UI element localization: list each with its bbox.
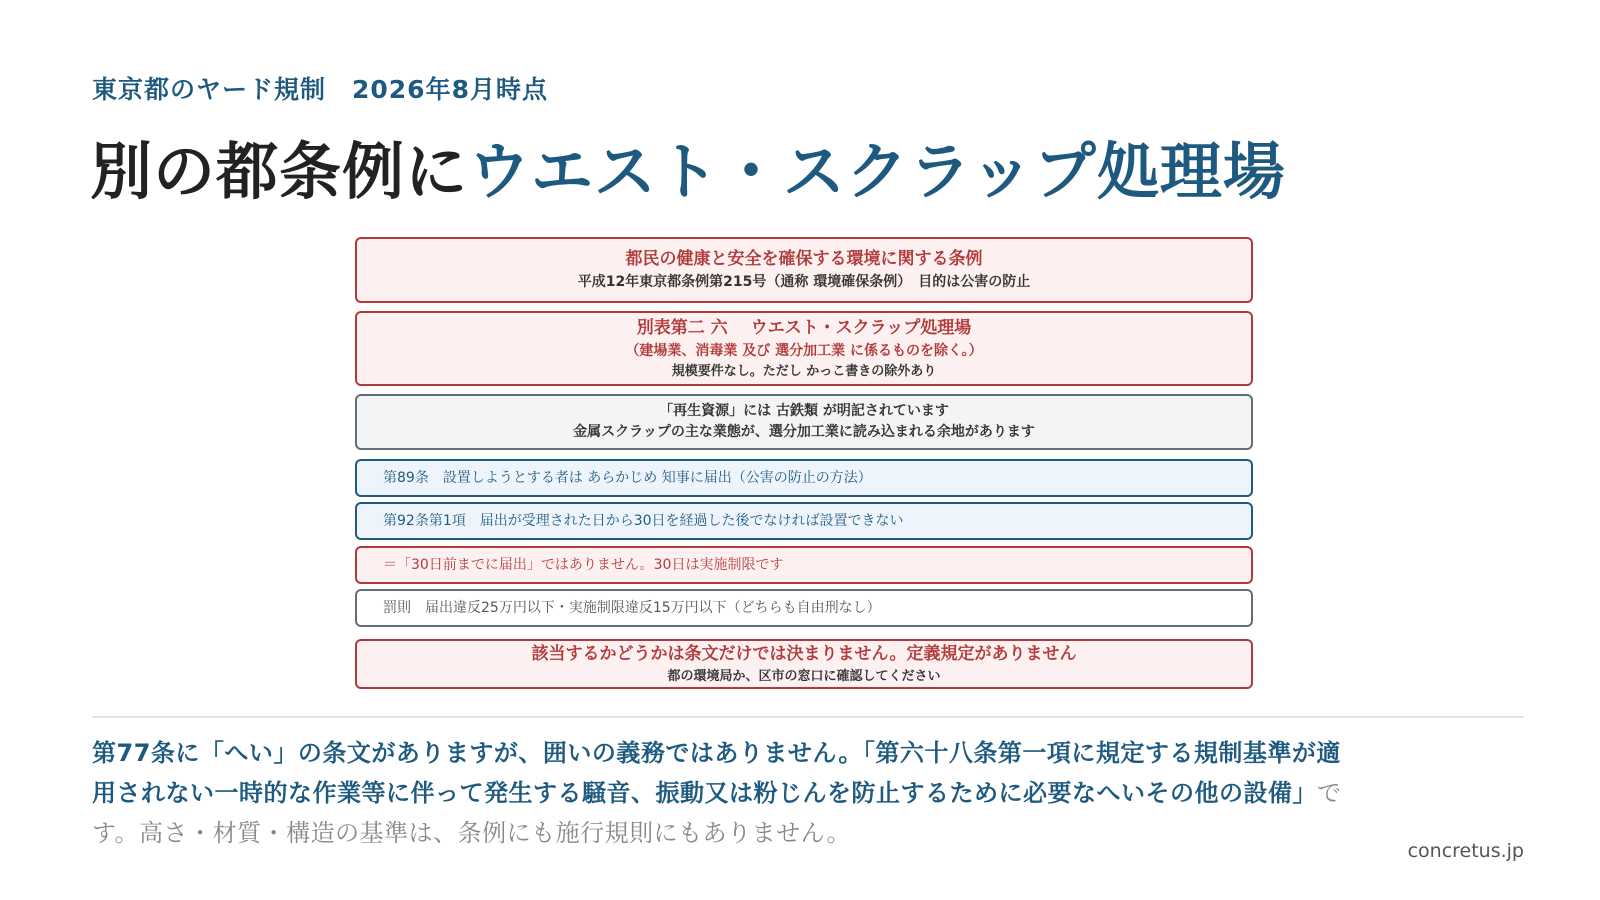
article89-box [355,459,1253,497]
annex-note: 規模要件なし。ただし かっこ書きの除外あり [671,364,937,379]
body-paragraph [92,733,1352,853]
article92-text: 第92条第1項 届出が受理された日から30日を経過した後でなければ設置できない [383,512,904,529]
title-prefix: 別の都条例に [90,135,469,208]
ordinance-title: 都民の健康と安全を確保する環境に関する条例 [625,248,983,269]
penalty-text: 罰則 届出違反25万円以下・実施制限違反15万円以下（どちらも自由刑なし） [383,599,881,616]
resources-line1: 「再生資源」には 古鉄類 が明記されています [659,403,949,419]
conclusion-title: 該当するかどうかは条文だけでは決まりません。定義規定がありません [531,643,1077,664]
annex-title: 別表第二 六 ウエスト・スクラップ処理場 [636,317,972,338]
clarification-text: ＝「30日前までに届出」ではありません。30日は実施制限です [383,556,784,573]
title-accent: ウエスト・スクラップ処理場 [468,135,1286,208]
body-rest-text: です。高さ・材質・構造の基準は、条例にも施行規則にもありません。 [92,779,1342,847]
article92-box [355,502,1253,540]
conclusion-box [355,639,1253,689]
annex-box [355,311,1253,386]
section-divider [92,716,1524,718]
resources-box [355,394,1253,450]
resources-line2: 金属スクラップの主な業態が、選分加工業に読み込まれる余地があります [573,424,1035,440]
ordinance-sub: 平成12年東京都条例第215号（通称 環境確保条例） 目的は公害の防止 [577,274,1031,291]
conclusion-sub: 都の環境局か、区市の窓口に確認してください [667,669,941,684]
footer-site: concretus.jp [1407,840,1524,862]
clarification-box [355,546,1253,584]
ordinance-box [355,237,1253,303]
body-bold-text: 第77条に「へい」の条文がありますが、囲いの義務ではありません。「第六十八条第一項に規定する規制基準が適用されない一時的な作業等に伴って発生する騒音、振動又は粉じんを防止するために必要なへいその他の設備」 [92,739,1341,807]
article89-text: 第89条 設置しようとする者は あらかじめ 知事に届出（公害の防止の方法） [383,469,872,486]
page-subtitle: 東京都のヤード規制 2026年8月時点 [92,75,548,104]
page-title [90,122,1286,211]
annex-exclusion: （建場業、消毒業 及び 選分加工業 に係るものを除く。） [625,343,983,359]
penalty-box [355,589,1253,627]
